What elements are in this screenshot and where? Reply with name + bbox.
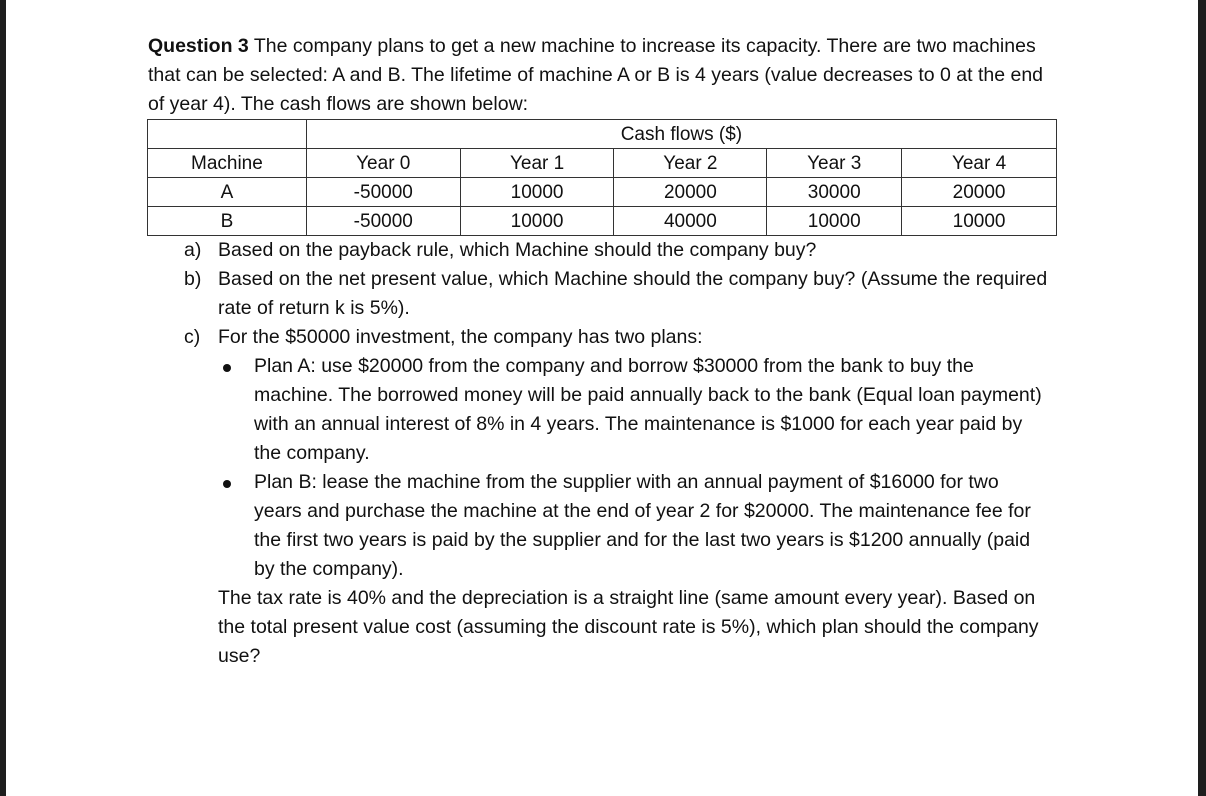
question-intro	[148, 32, 1048, 119]
table-cell: 10000	[767, 207, 902, 236]
bullet-icon	[223, 480, 231, 488]
column-header: Year 4	[902, 149, 1057, 178]
table-cell: 40000	[614, 207, 767, 236]
cash-flows-header: Cash flows ($)	[306, 120, 1056, 149]
question-content	[148, 32, 1048, 671]
cash-flow-table	[147, 119, 1057, 236]
table-row	[148, 178, 1057, 207]
column-header: Year 3	[767, 149, 902, 178]
sub-question-label: c)	[184, 326, 201, 348]
sub-question-list	[148, 236, 1048, 584]
plan-list	[218, 352, 1048, 584]
plan-text: Plan B: lease the machine from the supplier with an annual payment of $16000 for two years and purchase the machine at the end of year 2 for $20000. The maintenance fee for the first two years is paid by the supplier and for the last two years is $1200 annually (paid by the company).	[254, 471, 1031, 580]
column-header: Machine	[148, 149, 307, 178]
table-corner-cell	[148, 120, 307, 149]
table-cell: -50000	[306, 178, 460, 207]
sub-question-label: a)	[184, 239, 202, 261]
table-cell: 20000	[614, 178, 767, 207]
table-row	[148, 207, 1057, 236]
bullet-icon	[223, 364, 231, 372]
table-cell: 10000	[460, 207, 614, 236]
question-intro-text: The company plans to get a new machine to increase its capacity. There are two machines that can be selected: A and B. The lifetime of machine A or B is 4 years (value decreases to 0 at the end of year 4). The cash flows are shown below:	[148, 35, 1044, 115]
table-cell: 10000	[460, 178, 614, 207]
table-cell: B	[148, 207, 307, 236]
table-group-header-row	[148, 120, 1057, 149]
column-header: Year 2	[614, 149, 767, 178]
table-cell: 20000	[902, 178, 1057, 207]
table-cell: A	[148, 178, 307, 207]
sub-question-text: For the $50000 investment, the company has two plans:	[218, 326, 703, 348]
closing-paragraph: The tax rate is 40% and the depreciation is a straight line (same amount every year). Based on the total present value cost (assuming the discount rate is 5%), which plan should the company use?	[218, 587, 1039, 667]
sub-question-c	[148, 323, 1048, 584]
plan-b-item	[218, 468, 1048, 584]
table-cell: 10000	[902, 207, 1057, 236]
sub-question-label: b)	[184, 268, 202, 290]
table-cell: 30000	[767, 178, 902, 207]
table-header-row	[148, 149, 1057, 178]
table-cell: -50000	[306, 207, 460, 236]
column-header: Year 1	[460, 149, 614, 178]
column-header: Year 0	[306, 149, 460, 178]
plan-a-item	[218, 352, 1048, 468]
document-page	[6, 0, 1198, 796]
sub-question-b	[148, 265, 1048, 323]
sub-question-a	[148, 236, 1048, 265]
question-label: Question 3	[148, 35, 249, 57]
sub-question-text: Based on the payback rule, which Machine should the company buy?	[218, 239, 817, 261]
plan-text: Plan A: use $20000 from the company and borrow $30000 from the bank to buy the machine. The borrowed money will be paid annually back to the bank (Equal loan payment) with an annual interest of 8% in 4 years. The maintenance is $1000 for each year paid by the company.	[254, 355, 1042, 464]
sub-question-text: Based on the net present value, which Machine should the company buy? (Assume the required rate of return k is 5%).	[218, 268, 1048, 319]
